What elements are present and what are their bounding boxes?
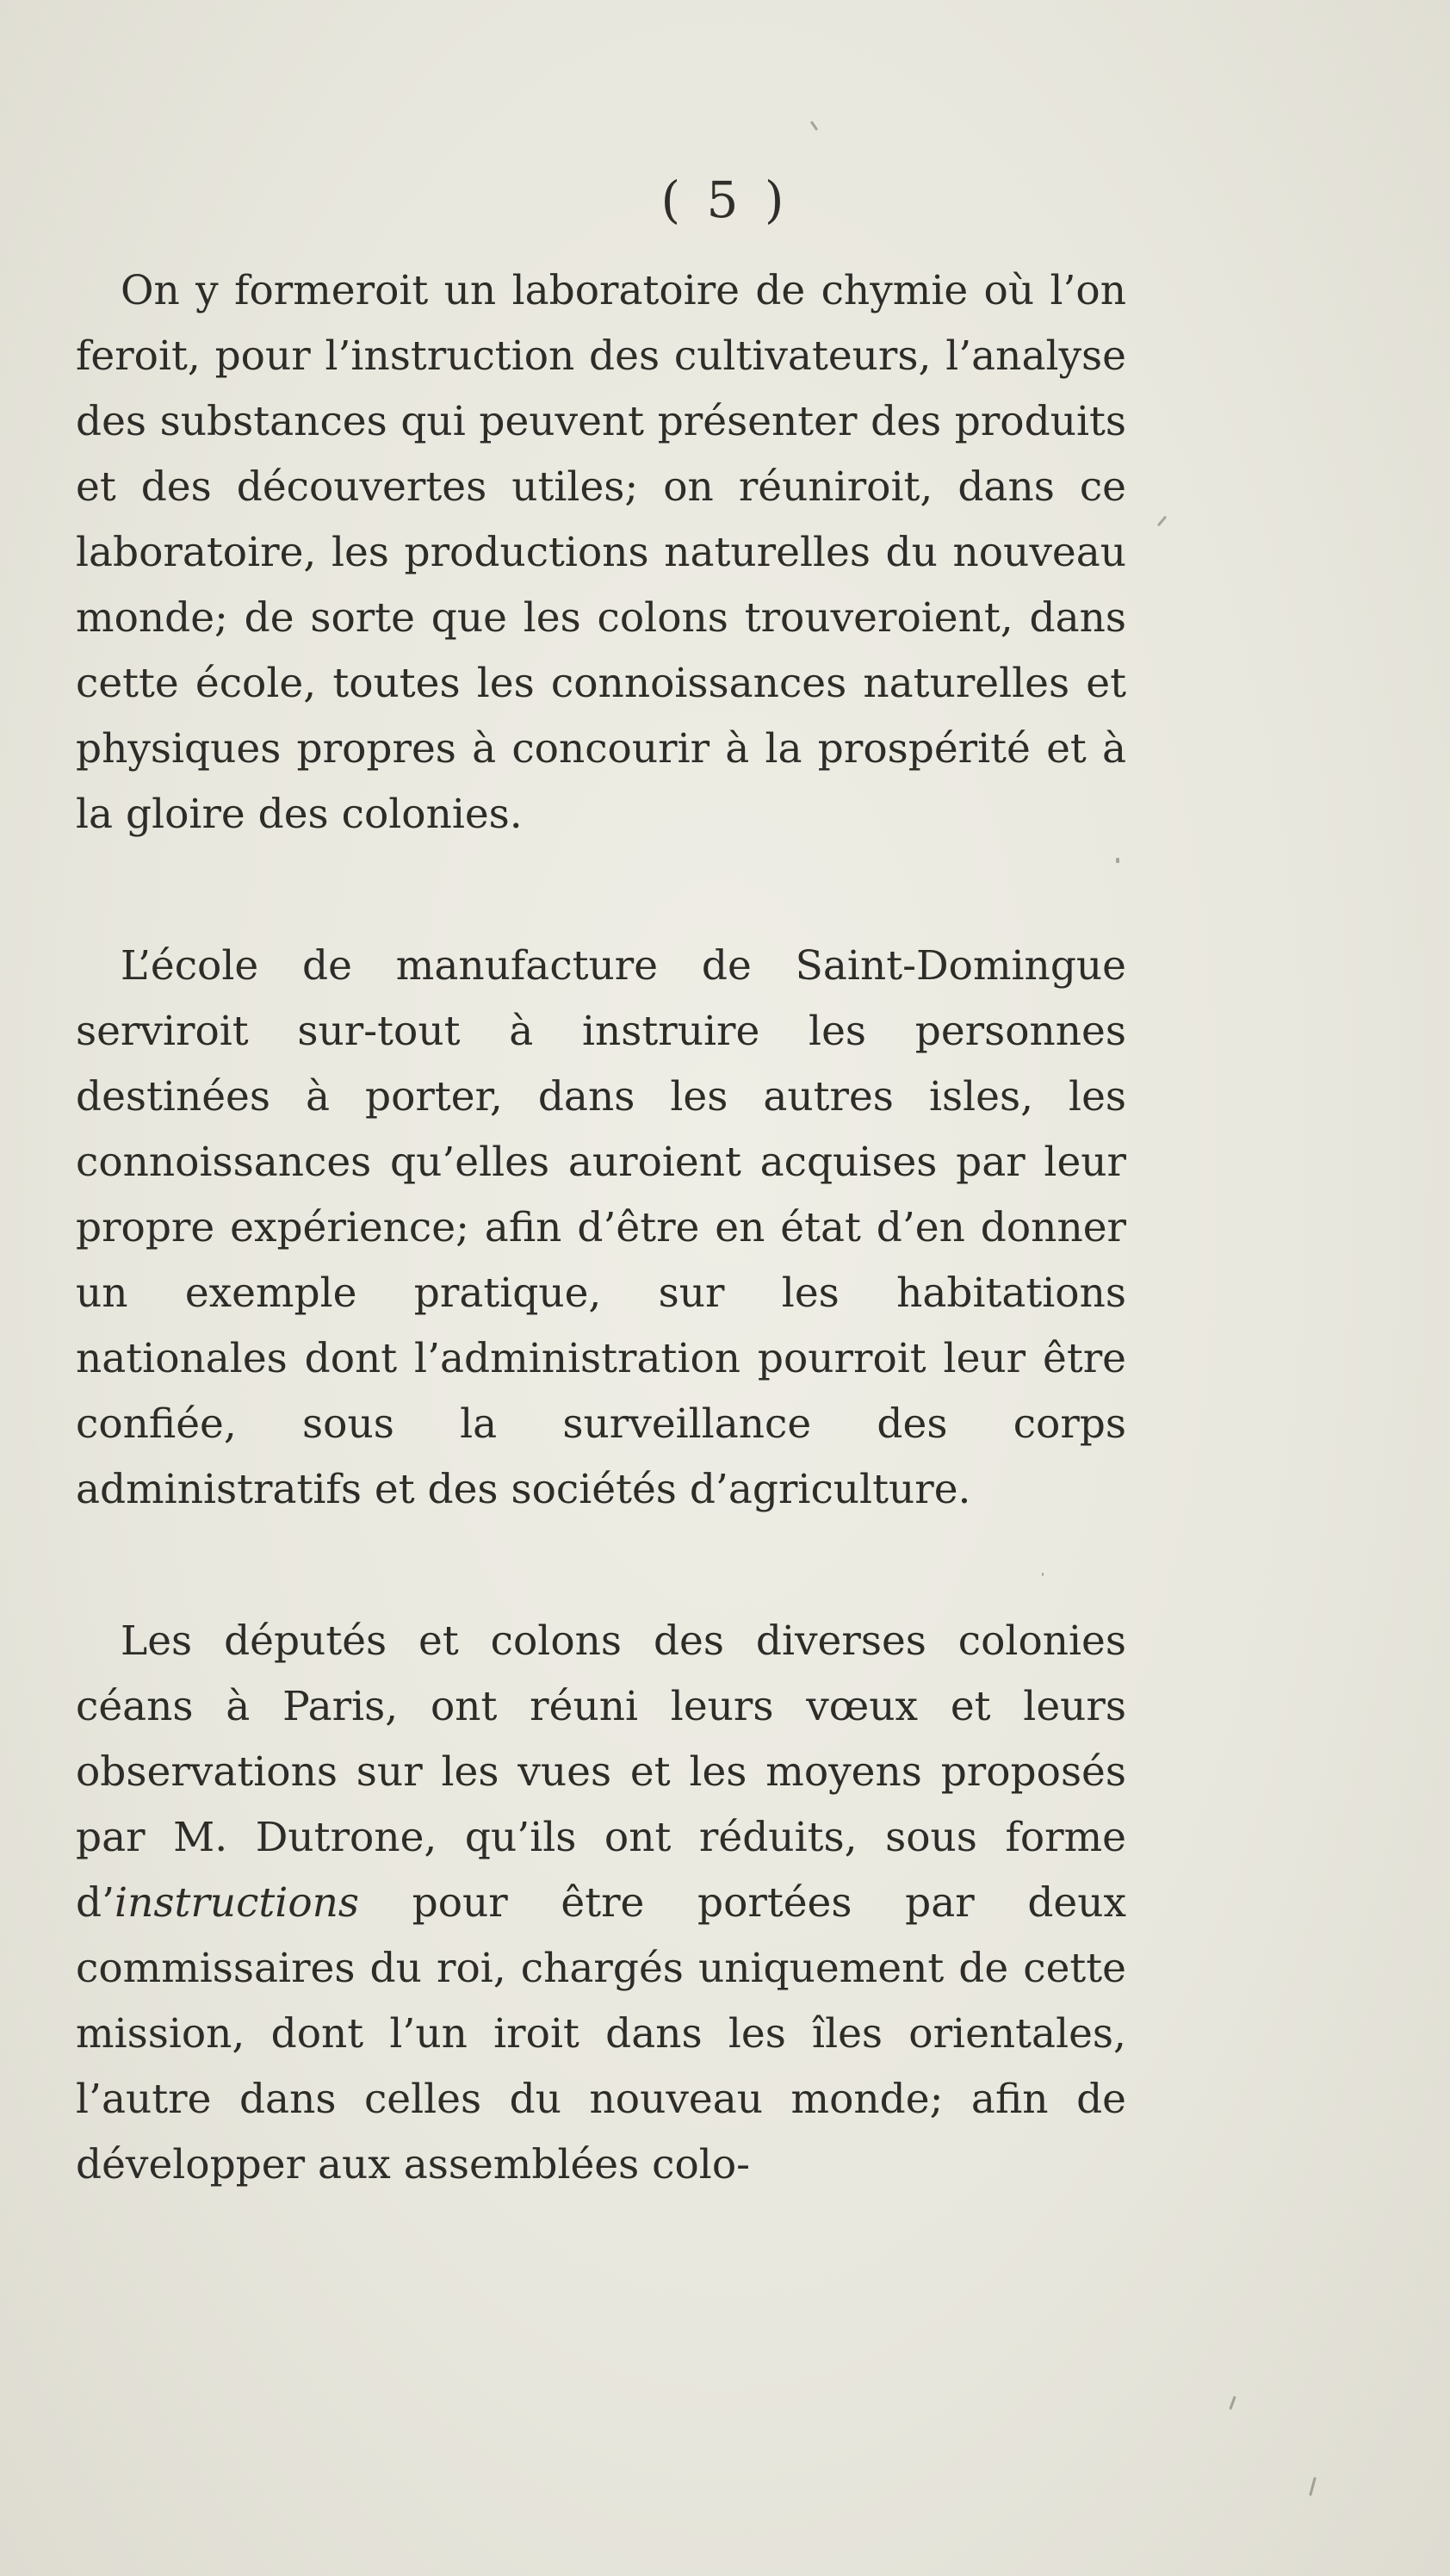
paper-speck (1309, 2477, 1317, 2496)
paper-speck (1157, 516, 1167, 527)
paper-speck (1229, 2396, 1236, 2410)
paper-speck (810, 121, 818, 131)
paragraph-laboratory: On y formeroit un laboratoire de chymie où l’on feroit, pour l’instruction des cultivateurs, l’analyse des substances qui peuvent présenter des produits et des découvertes utiles; on réuniroit, dans ce laboratoire, les productions naturelles du nouveau monde; de sorte que les colons trouveroient, dans cette école, toutes les connoissances naturelles et physiques propres à concourir à la prospérité et à la gloire des colonies. (76, 267, 1126, 838)
paragraph-saint-domingue-school: L’école de manufacture de Saint-Domingue serviroit sur-tout à instruire les personnes destinées à porter, dans les autres isles, les connoissances qu’elles auroient acquises par leur propre expérience; afin d’être en état d’en donner un exemple pratique, sur les habitations nationales dont l’administration pourroit leur être confiée, sous la surveillance des corps administratifs et des sociétés d’agriculture. (76, 942, 1126, 1513)
instructions-italic: instructions (115, 1879, 360, 1927)
paragraph-deputies (76, 1609, 1126, 2198)
paragraph-deputies-text-after: pour être portées par deux commissaires du roi, chargés uniquement de cette mission, dont l’un iroit dans les îles orientales, l’autre dans celles du nouveau monde; afin de développer aux assemblées colo- (76, 1879, 1126, 2188)
paper-speck (1042, 1573, 1044, 1576)
paragraph-deputies-text-before: Les députés et colons des diverses colonies céans à Paris, ont réuni leurs vœux et leurs observations sur les vues et les moyens proposés par M. Dutrone, qu’ils ont réduits, sous forme d’ (76, 1617, 1126, 1927)
body-text (76, 258, 1126, 2198)
paper-speck (1116, 858, 1119, 863)
page-number: ( 5 ) (660, 171, 790, 229)
